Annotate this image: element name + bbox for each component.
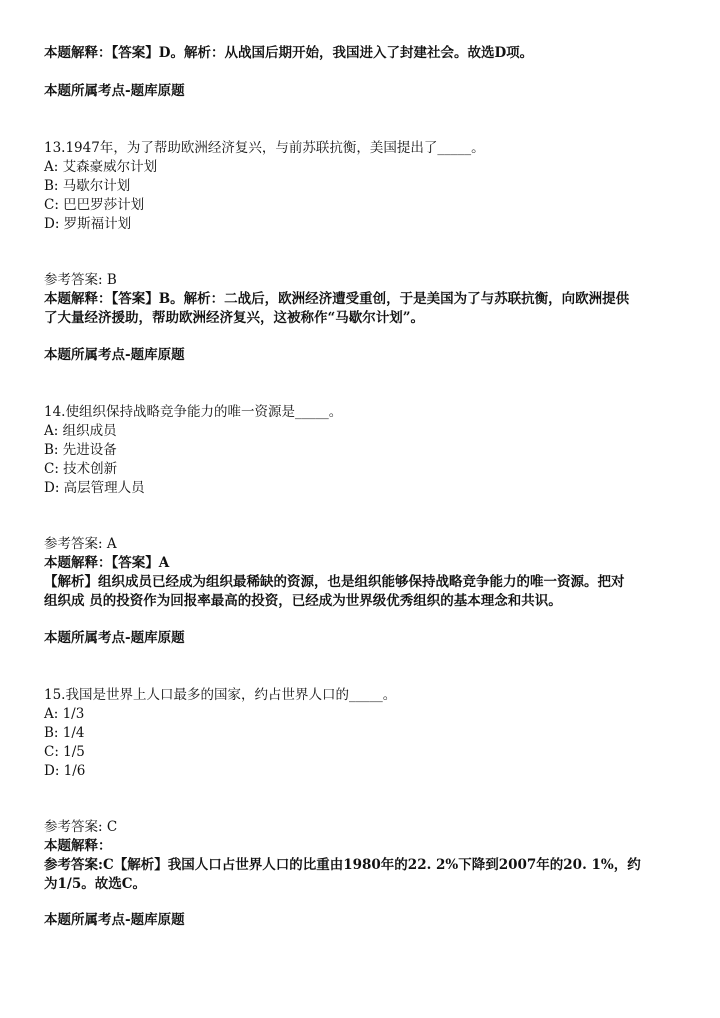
q13-option-b: B: 马歇尔计划 xyxy=(44,178,131,194)
q13-source: 本题所属考点-题库原题 xyxy=(44,347,185,363)
q13-answer: 参考答案: B xyxy=(44,272,117,288)
q13-option-a: A: 艾森豪威尔计划 xyxy=(44,159,158,175)
q13-stem: 13.1947年，为了帮助欧洲经济复兴，与前苏联抗衡，美国提出了_____。 xyxy=(44,140,485,156)
q13-explanation-line1: 本题解释：【答案】B。解析：二战后，欧洲经济遭受重创，于是美国为了与苏联抗衡，向欧洲提供 xyxy=(44,291,630,307)
q15-option-d: D: 1/6 xyxy=(44,763,86,779)
q14-stem: 14.使组织保持战略竞争能力的唯一资源是_____。 xyxy=(44,404,343,420)
q15-option-b: B: 1/4 xyxy=(44,725,85,741)
q13-option-d: D: 罗斯福计划 xyxy=(44,216,132,232)
q14-option-a: A: 组织成员 xyxy=(44,423,117,439)
q14-source: 本题所属考点-题库原题 xyxy=(44,630,185,646)
q15-source: 本题所属考点-题库原题 xyxy=(44,912,185,928)
q14-option-d: D: 高层管理人员 xyxy=(44,480,145,496)
q15-option-a: A: 1/3 xyxy=(44,706,85,722)
q15-explanation-line2: 为1/5。故选C。 xyxy=(44,876,146,892)
q15-explanation-line1: 参考答案:C【解析】我国人口占世界人口的比重由1980年的22. 2%下降到2007年的20. 1%，约 xyxy=(44,857,641,873)
q14-explanation-line3: 组织成 员的投资作为回报率最高的投资，已经成为世界级优秀组织的基本理念和共识。 xyxy=(44,593,562,609)
q14-explanation-line2: 【解析】组织成员已经成为组织最稀缺的资源，也是组织能够保持战略竞争能力的唯一资源。把对 xyxy=(44,574,625,590)
q13-explanation-line2: 了大量经济援助，帮助欧洲经济复兴，这被称作“马歇尔计划”。 xyxy=(44,310,425,326)
q14-explanation-line1: 本题解释：【答案】A xyxy=(44,555,170,571)
prev-source: 本题所属考点-题库原题 xyxy=(44,83,185,99)
q15-answer: 参考答案: C xyxy=(44,819,118,835)
q13-option-c: C: 巴巴罗莎计划 xyxy=(44,197,145,213)
q15-option-c: C: 1/5 xyxy=(44,744,85,760)
q14-answer: 参考答案: A xyxy=(44,536,117,552)
prev-explanation: 本题解释：【答案】D。解析：从战国后期开始，我国进入了封建社会。故选D项。 xyxy=(44,45,534,61)
q14-option-b: B: 先进设备 xyxy=(44,442,117,458)
q15-stem: 15.我国是世界上人口最多的国家，约占世界人口的_____。 xyxy=(44,687,397,703)
q14-option-c: C: 技术创新 xyxy=(44,461,118,477)
q15-explanation-label: 本题解释： xyxy=(44,838,112,854)
